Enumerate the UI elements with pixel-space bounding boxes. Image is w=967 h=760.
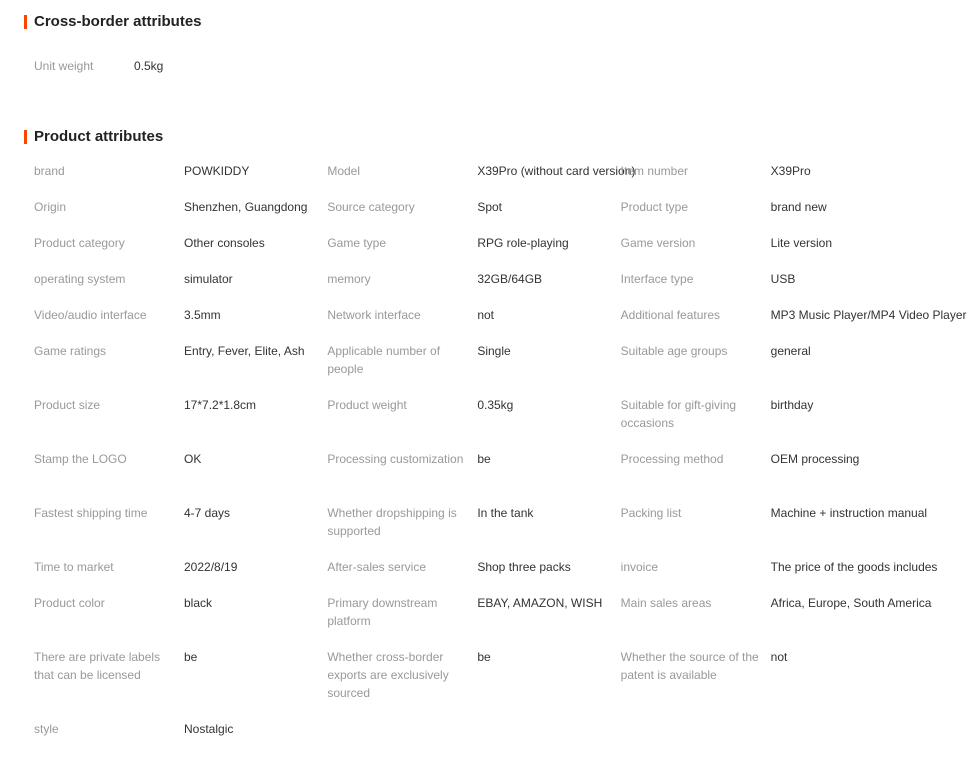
product-attributes-grid [34,162,967,756]
attribute-value: 17*7.2*1.8cm [184,398,257,412]
attribute-cell [620,504,928,558]
attribute-key: Product weight [327,398,407,412]
attribute-key: After-sales service [327,560,427,574]
attribute-cell [621,198,914,234]
attribute-key: Network interface [327,308,421,322]
attribute-cell [34,450,327,504]
attribute-value: not [477,308,495,322]
attribute-cell [34,234,327,270]
attribute-cell [34,504,327,558]
attribute-value: OEM processing [770,452,860,466]
attribute-cell [621,396,914,450]
attribute-key: operating system [34,272,126,286]
attribute-cell [621,450,914,504]
attribute-cell [34,198,327,234]
attribute-cell [34,306,327,342]
attribute-cell [34,558,327,594]
attribute-row [34,504,928,558]
attribute-cell [34,342,327,396]
attribute-value: RPG role-playing [477,236,569,250]
attribute-cell [327,270,620,306]
attribute-value: Nostalgic [184,722,234,736]
attribute-cell [34,270,327,306]
attribute-value: Entry, Fever, Elite, Ash [184,344,305,358]
attribute-row [34,198,914,234]
attribute-key: Model [327,164,361,178]
attribute-value: Shenzhen, Guangdong [184,200,308,214]
attribute-cell [621,342,914,396]
attribute-key: Unit weight [34,59,94,73]
attribute-key: Suitable for gift-giving occasions [620,398,737,430]
attribute-value: simulator [184,272,233,286]
attribute-cell [34,720,330,756]
attribute-value: OK [184,452,202,466]
attribute-row [34,270,914,306]
attribute-value: be [477,452,491,466]
attribute-cell [327,504,620,558]
attribute-value: be [184,650,198,664]
attribute-cell [621,270,914,306]
attribute-row [34,342,914,396]
attribute-value: brand new [770,200,827,214]
product-section-title [24,128,163,145]
attribute-value: be [477,650,491,664]
attribute-value: POWKIDDY [184,164,250,178]
attribute-key: Packing list [620,506,682,520]
attribute-key: Whether dropshipping is supported [327,506,457,538]
attribute-key: Game type [327,236,387,250]
attribute-value: 0.35kg [477,398,514,412]
attribute-key: Fastest shipping time [34,506,148,520]
attribute-key: Game ratings [34,344,107,358]
attribute-cell [621,162,914,198]
attribute-cell [34,648,327,720]
attribute-cell [327,342,620,396]
attribute-value: Shop three packs [477,560,571,574]
attribute-key: Whether the source of the patent is available [620,650,759,682]
attribute-value: birthday [770,398,814,412]
attribute-key: Processing method [620,452,724,466]
attribute-value: 3.5mm [184,308,221,322]
attribute-cell [327,648,620,720]
attribute-key: brand [34,164,65,178]
attribute-cell [621,234,914,270]
attribute-key: Product size [34,398,101,412]
attribute-value: Machine + instruction manual [770,506,928,520]
attribute-row [34,234,914,270]
attribute-key: style [34,722,59,736]
attribute-key: invoice [620,560,659,574]
accent-bar [24,130,27,144]
attribute-value: Lite version [770,236,833,250]
attribute-cell [34,396,327,450]
attribute-value: Other consoles [184,236,265,250]
attribute-row [34,450,914,504]
cross-border-title-text: Cross-border attributes [34,13,202,30]
product-title-text: Product attributes [34,128,164,145]
attribute-value: EBAY, AMAZON, WISH [477,596,603,610]
attribute-cell [34,162,327,198]
attribute-key: Whether cross-border exports are exclusively sourced [327,650,449,700]
attribute-key: Main sales areas [620,596,712,610]
attribute-cell [327,234,620,270]
attribute-key: Processing customization [327,452,464,466]
attribute-row [34,594,932,648]
attribute-cell [327,198,620,234]
attribute-value: Africa, Europe, South America [770,596,932,610]
attribute-cell [327,306,620,342]
attribute-value: black [184,596,213,610]
attribute-key: Primary downstream platform [327,596,438,628]
attribute-key: Source category [327,200,415,214]
attribute-cell [327,396,620,450]
attribute-value: X39Pro (without card version) [477,164,636,178]
attribute-key: Origin [34,200,67,214]
attribute-key: Product category [34,236,125,250]
attribute-key: Suitable age groups [620,344,728,358]
attribute-value: general [770,344,811,358]
attribute-value: MP3 Music Player/MP4 Video Player [770,308,967,322]
attribute-key: Additional features [620,308,721,322]
attribute-value: In the tank [477,506,534,520]
attribute-row [34,720,914,756]
unit-weight-attribute [34,57,163,75]
attribute-value: Single [477,344,511,358]
attribute-row [34,162,914,198]
attribute-key: Interface type [620,272,694,286]
attribute-value: 4-7 days [184,506,231,520]
attribute-row [34,558,938,594]
attribute-cell [621,648,914,720]
attribute-row [34,396,914,450]
attribute-cell [34,594,327,648]
attribute-value: 0.5kg [134,59,164,73]
attribute-key: Video/audio interface [34,308,147,322]
attribute-value: USB [770,272,796,286]
attribute-cell [327,450,620,504]
cross-border-section-title [24,13,202,30]
attribute-cell [620,306,967,342]
attribute-key: memory [327,272,371,286]
attribute-cell [327,558,620,594]
attribute-value: not [770,650,788,664]
attribute-row [34,306,967,342]
attribute-key: Product type [620,200,689,214]
attribute-cell [620,558,938,594]
attribute-value: Spot [477,200,503,214]
attribute-key: There are private labels that can be licensed [34,650,161,682]
attribute-cell [327,594,620,648]
attribute-value: X39Pro [770,164,811,178]
attribute-key: Item number [620,164,689,178]
attribute-value: 32GB/64GB [477,272,543,286]
accent-bar [24,15,27,29]
attribute-value: The price of the goods includes [770,560,938,574]
attribute-key: Time to market [34,560,114,574]
attribute-key: Product color [34,596,105,610]
attribute-key: Game version [620,236,696,250]
attribute-key: Applicable number of people [327,344,441,376]
attribute-value: 2022/8/19 [184,560,238,574]
attribute-cell [327,162,636,198]
attribute-key: Stamp the LOGO [34,452,127,466]
attribute-row [34,648,914,720]
attribute-cell [620,594,932,648]
